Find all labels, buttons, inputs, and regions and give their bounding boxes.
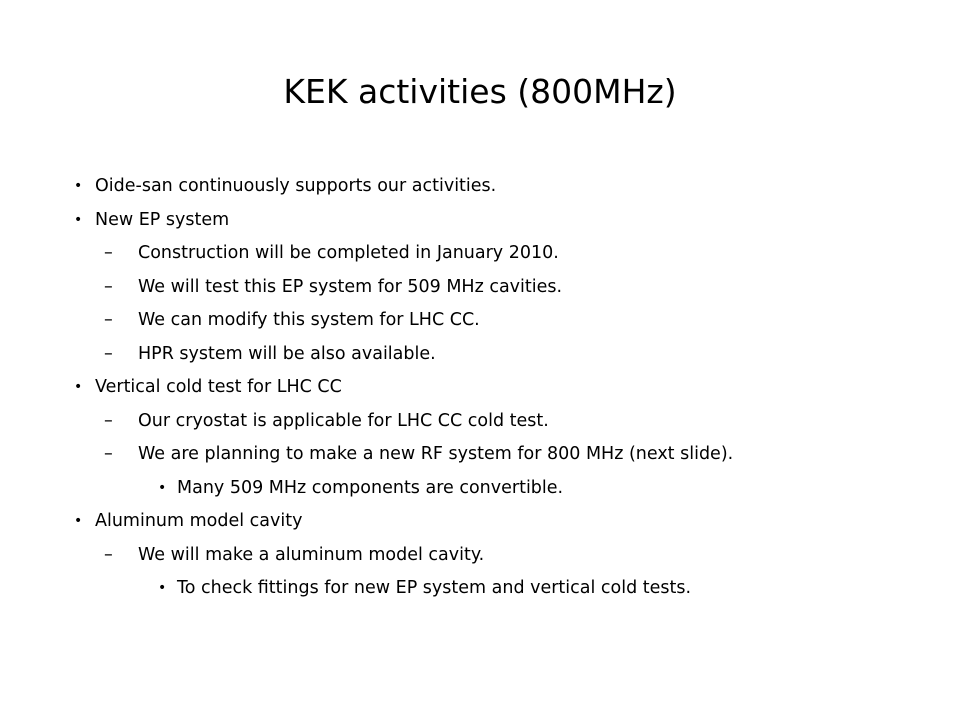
sub-bullet-item — [0, 407, 960, 441]
sub-sub-bullet-text: To check fittings for new EP system and vertical cold tests. — [177, 578, 692, 598]
dash-marker: – — [104, 343, 113, 364]
sub-bullet-item — [0, 340, 960, 374]
bullet-text: Aluminum model cavity — [95, 511, 303, 531]
sub-bullet-text: We will test this EP system for 509 MHz cavities. — [138, 276, 563, 297]
bullet-marker: • — [158, 580, 167, 596]
sub-sub-bullet-item — [0, 574, 960, 608]
bullet-text: Vertical cold test for LHC CC — [95, 377, 342, 397]
sub-sub-bullet-text: Many 509 MHz components are convertible. — [177, 477, 564, 498]
sub-bullet-text: HPR system will be also available. — [138, 343, 436, 364]
sub-bullet-text: Our cryostat is applicable for LHC CC cold test. — [138, 410, 549, 431]
bullet-marker: • — [74, 513, 83, 529]
sub-bullet-item — [0, 273, 960, 307]
bullet-marker: • — [74, 211, 83, 228]
sub-bullet-item — [0, 541, 960, 575]
sub-bullet-item — [0, 440, 960, 474]
dash-marker: – — [104, 410, 113, 431]
dash-marker: – — [104, 276, 113, 297]
bullet-marker: • — [74, 379, 83, 395]
bullet-text: New EP system — [95, 209, 230, 230]
dash-marker: – — [104, 444, 113, 464]
slide-title: KEK activities (800MHz) — [283, 72, 677, 111]
sub-bullet-text: We will make a aluminum model cavity. — [138, 544, 485, 565]
bullet-marker: • — [74, 178, 83, 194]
sub-bullet-item — [0, 306, 960, 340]
bullet-text: Oide-san continuously supports our activities. — [95, 176, 497, 196]
dash-marker: – — [104, 544, 113, 565]
bullet-item — [0, 507, 960, 541]
dash-marker: – — [104, 310, 113, 330]
bullet-list — [0, 172, 960, 608]
sub-bullet-text: We can modify this system for LHC CC. — [138, 310, 480, 330]
sub-sub-bullet-item — [0, 474, 960, 508]
sub-bullet-text: We are planning to make a new RF system for 800 MHz (next slide). — [138, 444, 734, 464]
bullet-item — [0, 172, 960, 206]
bullet-marker: • — [158, 479, 167, 496]
dash-marker: – — [104, 243, 113, 263]
bullet-item — [0, 373, 960, 407]
sub-bullet-text: Construction will be completed in January 2010. — [138, 243, 559, 263]
sub-bullet-item — [0, 239, 960, 273]
bullet-item — [0, 206, 960, 240]
